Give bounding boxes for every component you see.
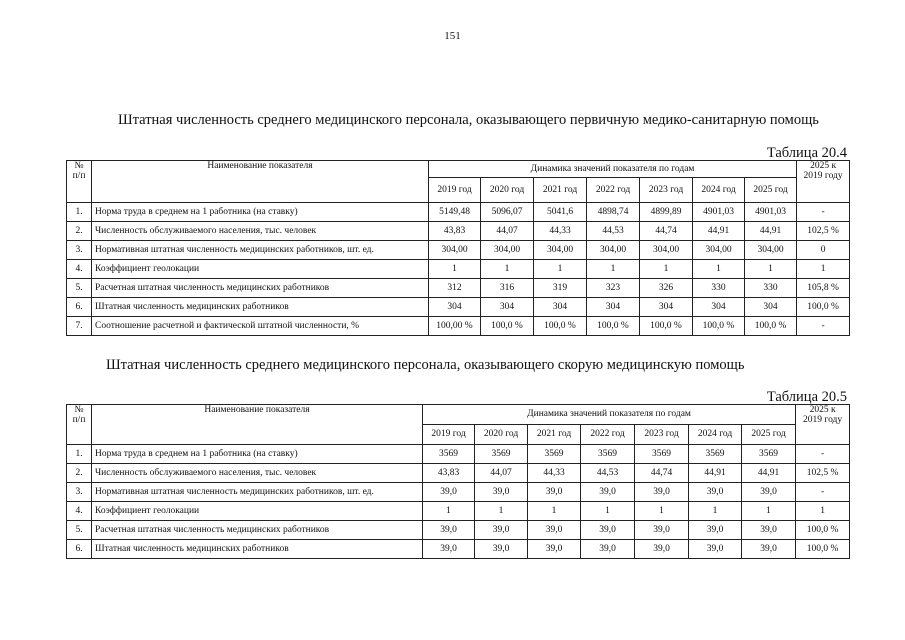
year-value: 4901,03: [745, 203, 797, 222]
year-value: 5041,6: [534, 203, 587, 222]
year-value: 330: [745, 279, 797, 298]
year-value: 39,0: [581, 540, 635, 559]
table-row: [67, 445, 850, 464]
header-year: 2019 год: [429, 178, 481, 203]
header-row-number: № п/п: [67, 161, 92, 203]
section-title-emergency-care: Штатная численность среднего медицинского персонала, оказывающего скорую медицинскую помощь: [106, 357, 745, 373]
year-value: 316: [481, 279, 534, 298]
year-value: 3569: [635, 445, 689, 464]
year-value: 44,74: [635, 464, 689, 483]
ratio-value: -: [797, 203, 850, 222]
table-row: [67, 483, 850, 502]
year-value: 39,0: [475, 540, 528, 559]
row-number: 2.: [67, 222, 92, 241]
year-value: 3569: [475, 445, 528, 464]
indicator-name: Штатная численность медицинских работников: [92, 298, 429, 317]
ratio-value: -: [796, 483, 850, 502]
year-value: 39,0: [742, 521, 796, 540]
year-value: 1: [693, 260, 745, 279]
table-label-20-5: Таблица 20.5: [766, 389, 847, 405]
header-dynamics: Динамика значений показателя по годам: [429, 161, 797, 178]
year-value: 39,0: [581, 521, 635, 540]
header-2025-vs-2019: 2025 к 2019 году: [797, 161, 850, 203]
indicator-name: Расчетная штатная численность медицинских работников: [92, 521, 423, 540]
row-number: 5.: [67, 279, 92, 298]
year-value: 304: [745, 298, 797, 317]
year-value: 43,83: [423, 464, 475, 483]
year-value: 326: [640, 279, 693, 298]
header-dynamics: Динамика значений показателя по годам: [423, 405, 796, 425]
year-value: 4898,74: [587, 203, 640, 222]
year-value: 330: [693, 279, 745, 298]
year-value: 100,0 %: [640, 317, 693, 336]
indicator-name: Соотношение расчетной и фактической штатной численности, %: [92, 317, 429, 336]
table-header-row: [67, 161, 850, 178]
header-year: 2020 год: [475, 425, 528, 445]
header-2025-vs-2019: 2025 к 2019 году: [796, 405, 850, 445]
header-year: 2022 год: [581, 425, 635, 445]
year-value: 39,0: [635, 521, 689, 540]
year-value: 39,0: [689, 521, 742, 540]
year-value: 44,53: [587, 222, 640, 241]
indicator-name: Штатная численность медицинских работников: [92, 540, 423, 559]
row-number: 5.: [67, 521, 92, 540]
indicator-name: Нормативная штатная численность медицинских работников, шт. ед.: [92, 483, 423, 502]
table-row: [67, 298, 850, 317]
year-value: 304: [640, 298, 693, 317]
year-value: 304,00: [481, 241, 534, 260]
year-value: 304: [481, 298, 534, 317]
ratio-value: 100,0 %: [796, 521, 850, 540]
year-value: 304,00: [745, 241, 797, 260]
year-value: 304,00: [429, 241, 481, 260]
year-value: 1: [640, 260, 693, 279]
year-value: 3569: [528, 445, 581, 464]
year-value: 39,0: [689, 540, 742, 559]
row-number: 6.: [67, 298, 92, 317]
year-value: 39,0: [528, 483, 581, 502]
year-value: 39,0: [742, 483, 796, 502]
year-value: 1: [587, 260, 640, 279]
year-value: 44,07: [481, 222, 534, 241]
table-row: [67, 317, 850, 336]
table-row: [67, 203, 850, 222]
table-row: [67, 222, 850, 241]
year-value: 39,0: [423, 483, 475, 502]
year-value: 3569: [581, 445, 635, 464]
year-value: 100,0 %: [534, 317, 587, 336]
table-row: [67, 279, 850, 298]
year-value: 1: [423, 502, 475, 521]
year-value: 5149,48: [429, 203, 481, 222]
ratio-value: 105,8 %: [797, 279, 850, 298]
year-value: 304: [693, 298, 745, 317]
table-label-20-4: Таблица 20.4: [766, 145, 847, 161]
row-number: 1.: [67, 203, 92, 222]
table-header-row: [67, 405, 850, 425]
row-number: 3.: [67, 241, 92, 260]
row-number: 4.: [67, 260, 92, 279]
year-value: 304: [534, 298, 587, 317]
indicator-name: Коэффициент геолокации: [92, 502, 423, 521]
year-value: 4899,89: [640, 203, 693, 222]
header-indicator-name: Наименование показателя: [92, 405, 423, 445]
header-row-number: № п/п: [67, 405, 92, 445]
year-value: 39,0: [581, 483, 635, 502]
row-number: 1.: [67, 445, 92, 464]
year-value: 304: [587, 298, 640, 317]
year-value: 100,0 %: [693, 317, 745, 336]
year-value: 39,0: [475, 483, 528, 502]
header-year: 2023 год: [635, 425, 689, 445]
header-year: 2024 год: [693, 178, 745, 203]
table-row: [67, 241, 850, 260]
row-number: 4.: [67, 502, 92, 521]
year-value: 1: [429, 260, 481, 279]
year-value: 44,91: [689, 464, 742, 483]
table-row: [67, 260, 850, 279]
header-year: 2025 год: [742, 425, 796, 445]
year-value: 44,33: [528, 464, 581, 483]
table-primary-care-staffing: [66, 160, 850, 336]
year-value: 44,91: [742, 464, 796, 483]
year-value: 3569: [742, 445, 796, 464]
header-year: 2021 год: [528, 425, 581, 445]
section-title-primary-care: Штатная численность среднего медицинского персонала, оказывающего первичную медико-санитарную помощь: [118, 112, 819, 128]
year-value: 1: [475, 502, 528, 521]
year-value: 44,91: [693, 222, 745, 241]
year-value: 100,0 %: [587, 317, 640, 336]
year-value: 4901,03: [693, 203, 745, 222]
year-value: 43,83: [429, 222, 481, 241]
table-row: [67, 521, 850, 540]
year-value: 1: [745, 260, 797, 279]
ratio-value: 100,0 %: [797, 298, 850, 317]
year-value: 5096,07: [481, 203, 534, 222]
ratio-value: 100,0 %: [796, 540, 850, 559]
year-value: 312: [429, 279, 481, 298]
year-value: 44,33: [534, 222, 587, 241]
ratio-value: -: [796, 445, 850, 464]
indicator-name: Норма труда в среднем на 1 работника (на ставку): [92, 445, 423, 464]
header-year: 2025 год: [745, 178, 797, 203]
year-value: 304,00: [587, 241, 640, 260]
indicator-name: Нормативная штатная численность медицинских работников, шт. ед.: [92, 241, 429, 260]
year-value: 100,0 %: [745, 317, 797, 336]
ratio-value: 1: [796, 502, 850, 521]
ratio-value: 0: [797, 241, 850, 260]
year-value: 1: [528, 502, 581, 521]
year-value: 1: [581, 502, 635, 521]
row-number: 7.: [67, 317, 92, 336]
year-value: 304,00: [640, 241, 693, 260]
year-value: 44,91: [745, 222, 797, 241]
table-row: [67, 464, 850, 483]
indicator-name: Норма труда в среднем на 1 работника (на ставку): [92, 203, 429, 222]
year-value: 39,0: [475, 521, 528, 540]
ratio-value: 102,5 %: [796, 464, 850, 483]
year-value: 1: [742, 502, 796, 521]
year-value: 3569: [689, 445, 742, 464]
year-value: 44,74: [640, 222, 693, 241]
year-value: 44,07: [475, 464, 528, 483]
year-value: 39,0: [423, 521, 475, 540]
year-value: 1: [481, 260, 534, 279]
table-row: [67, 502, 850, 521]
ratio-value: 1: [797, 260, 850, 279]
ratio-value: 102,5 %: [797, 222, 850, 241]
header-year: 2019 год: [423, 425, 475, 445]
year-value: 304,00: [534, 241, 587, 260]
year-value: 44,53: [581, 464, 635, 483]
ratio-value: -: [797, 317, 850, 336]
year-value: 323: [587, 279, 640, 298]
year-value: 39,0: [689, 483, 742, 502]
indicator-name: Численность обслуживаемого населения, тыс. человек: [92, 222, 429, 241]
header-year: 2021 год: [534, 178, 587, 203]
year-value: 304,00: [693, 241, 745, 260]
indicator-name: Коэффициент геолокации: [92, 260, 429, 279]
year-value: 1: [635, 502, 689, 521]
year-value: 3569: [423, 445, 475, 464]
year-value: 39,0: [528, 540, 581, 559]
year-value: 319: [534, 279, 587, 298]
indicator-name: Расчетная штатная численность медицинских работников: [92, 279, 429, 298]
year-value: 1: [689, 502, 742, 521]
indicator-name: Численность обслуживаемого населения, тыс. человек: [92, 464, 423, 483]
header-indicator-name: Наименование показателя: [92, 161, 429, 203]
year-value: 39,0: [635, 483, 689, 502]
year-value: 100,0 %: [481, 317, 534, 336]
year-value: 304: [429, 298, 481, 317]
year-value: 39,0: [528, 521, 581, 540]
year-value: 1: [534, 260, 587, 279]
year-value: 39,0: [742, 540, 796, 559]
page-number: 151: [444, 30, 461, 42]
header-year: 2020 год: [481, 178, 534, 203]
row-number: 2.: [67, 464, 92, 483]
table-emergency-care-staffing: [66, 404, 850, 559]
row-number: 3.: [67, 483, 92, 502]
header-year: 2023 год: [640, 178, 693, 203]
year-value: 39,0: [423, 540, 475, 559]
header-year: 2022 год: [587, 178, 640, 203]
row-number: 6.: [67, 540, 92, 559]
header-year: 2024 год: [689, 425, 742, 445]
table-row: [67, 540, 850, 559]
year-value: 100,00 %: [429, 317, 481, 336]
year-value: 39,0: [635, 540, 689, 559]
